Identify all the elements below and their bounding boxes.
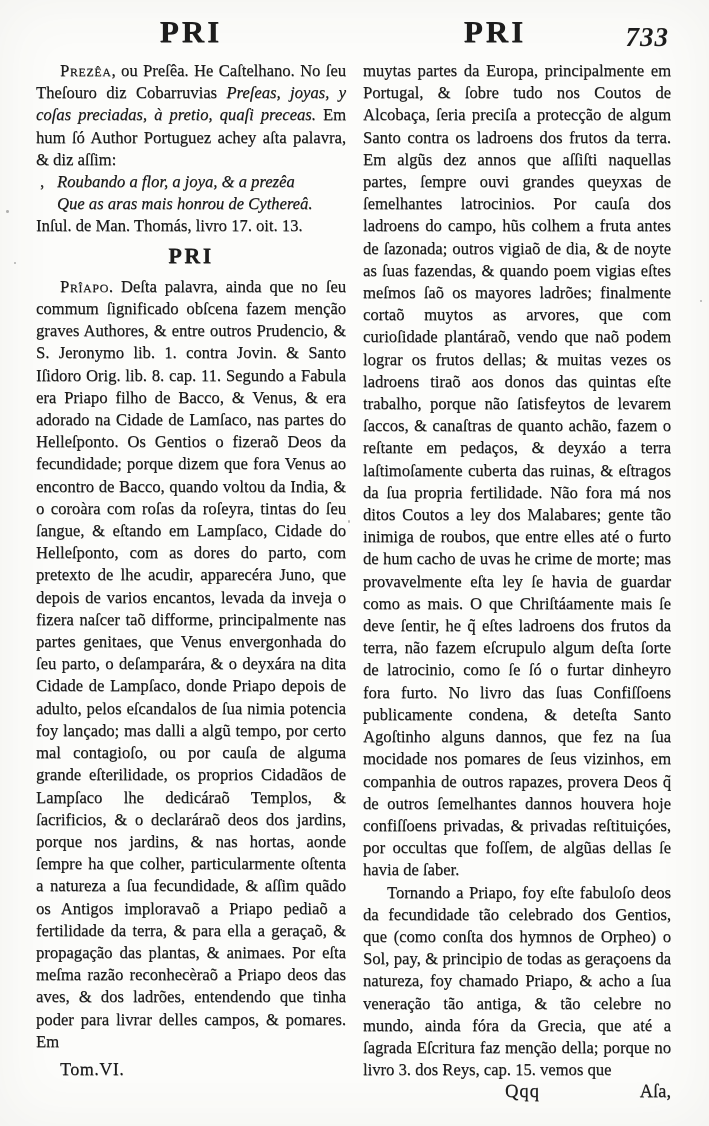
scan-speck: [14, 262, 16, 264]
entry-prezea-spanish-quote: Preſeas, joyas, y coſas preciadas, à pretio, quaſi preceas.: [36, 83, 346, 125]
verse-line-2-text: Que as aras mais honrou de Cythereâ.: [57, 194, 313, 214]
entry-prezea-headword: Prezêa: [60, 61, 112, 80]
continuation-paragraph: muytas partes da Europa, principalmente em Portugal, & ſobre tudo nos Coutos de Alcobaça, ſeria preciſa a protecção de algum Santo contra os ladroens dos frutos da terra. Em algũs dez annos que aſſiſti naquellas partes, ſempre ouvi grandes queyxas de ſemelhantes latrocinios. Por cauſa dos ladroens do campo, hũs colhem a fruta antes de ſazonada; outros vigiaõ de dia, & de noyte as ſuas fazendas, & quando poem vigias eſtes meſmos ſaõ os mayores ladrões; finalmente cortaõ muytos as arvores, que com curioſidade plantáraõ, vendo que naõ podem lograr os frutos dellas; & muitas vezes os ladroens tiraõ aos donos das quintas eſte trabalho, porque não ſatisfeytos de levarem ſaccos, & canaſtras de quanto achão, fazem o reſtante em pedaços, & deyxáo a terra laſtimoſamente cuberta das ruinas, & eſtragos da ſua propria fertilidade. Não fora má nos ditos Coutos a ley dos Malabares; gente tão inimiga de roubos, que entre elles até o furto de hum cacho de uvas he crime de morte; mas provavelmente eſta ley ſe havia de guardar como as mais. O que Chriſtáamente mais ſe deve ſentir, he q̃ eſtes ladroens dos frutos da terra, não fazem eſcrupulo algum deſta ſorte de latrocinio, como ſe ſó o furtar dinheyro fora furto. No livro das ſuas Confiſſoens publicamente condena, & deteſta Santo Agoſtinho alguns dannos, que fez na ſua mocidade nos pomares de ſeus vizinhos, em companhia de outros rapazes, provera Deos q̃ de outros ſemelhantes dannos houvera hoje confiſſoens privadas, & privadas reſtituiçóes, por occultas que foſſem, de algũas dellas ſe havia de ſaber.: [363, 61, 671, 880]
left-column: [36, 60, 346, 1080]
entry-prezea-text: , ou Preſêa. He Caſtelhano. No ſeu Theſouro diz Cobarruvias: [36, 61, 346, 103]
page-number: 733: [625, 22, 669, 52]
gathering-signature: Qqq: [505, 1082, 540, 1103]
verse-quote-marker: ,: [40, 172, 45, 192]
verse-line-1: [36, 171, 346, 193]
entry-priapo: [36, 276, 346, 1053]
entry-priapo-headword: Prîapo: [60, 276, 109, 296]
running-head-right: PRI: [463, 14, 527, 49]
paragraph-tornando-a-priapo: Tornando a Priapo, foy eſte fabuloſo deos da fecundidade tão celebrado dos Gentios, que (como conſta dos hymnos de Orpheo) o Sol, pay, & principio de todas as geraçoens da natureza, foy chamado Priapo, & acho a ſua veneração tão antiga, & tão celebre no mundo, ainda fóra da Grecia, que até a ſagrada Eſcritura faz menção della; porque no livro 3. dos Reys, cap. 15. vemos que: [363, 882, 671, 1080]
catchword: Aſa,: [639, 1082, 671, 1103]
entry-prezea-text-after: Em hum ſó Author Portuguez achey aſta palavra, & diz aſſim:: [36, 105, 346, 169]
section-heading-pri: PRI: [168, 242, 214, 268]
scan-speck: [700, 300, 702, 302]
running-head-left: PRI: [159, 14, 223, 49]
signature-line: [363, 1081, 671, 1103]
entry-prezea: [36, 60, 346, 171]
scan-speck: [6, 210, 9, 213]
verse-line-2: [36, 193, 346, 215]
volume-footer: Tom.VI.: [60, 1058, 125, 1079]
verse-line-1-text: Roubando a flor, a joya, & a prezêa: [57, 172, 295, 192]
entry-priapo-text: . Deſta palavra, ainda que no ſeu commum ſignificado obſcena fazem menção graves Authores, & entre outros Prudencio, & S. Jeronymo lib. 1. contra Jovin. & Santo Iſidoro Orig. lib. 8. cap. 11. Segundo a Fabula era Priapo filho de Bacco, & Venus, & era adorado na Cidade de Lamſaco, nas partes do Helleſponto. Os Gentios o fizeraõ Deos da fecundidade; porque dizem que fora Venus ao encontro de Bacco, quando voltou da India, & o coroàra com roſas da roſeyra, tintas do ſeu ſangue, & eſtando em Lampſaco, Cidade do Helleſponto, com as dores do parto, com pretexto de lhe acudir, apparecéra Juno, que depois de varios encantos, levada da inveja o fizera naſcer taõ difforme, principalmente nas partes genitaes, que Venus envergonhada do ſeu parto, o deſamparára, & o deyxára na dita Cidade de Lampſaco, donde Priapo depois de adulto, pelos eſcandalos de ſua nimia potencia foy lançado; mas dalli a algũ tempo, por certo mal contagioſo, ou por cauſa de alguma grande eſterilidade, os proprios Cidadãos de Lampſaco lhe dedicáraõ Templos, & ſacrificios, & o declaráraõ deos dos jardins, porque nos jardins, & nas hortas, aonde ſempre ha que colher, particularmente oſtenta a natureza a ſua fecundidade, & aſſim quãdo os Antigos imploravaõ a Priapo pediaõ a fertilidade da terra, & para ella a geraçaõ, & propagação das plantas, & animaes. Por eſta meſma razão reconhecèraõ a Priapo deos das aves, & dos ladrões, entendendo que tinha poder para livrar delles campos, & pomares. Em: [36, 276, 346, 1051]
verse-quotation: [36, 171, 346, 215]
verse-citation: Inſul. de Man. Thomás, livro 17. oit. 13.: [36, 216, 303, 236]
scan-speck: [348, 520, 350, 523]
right-column: [363, 60, 671, 1104]
